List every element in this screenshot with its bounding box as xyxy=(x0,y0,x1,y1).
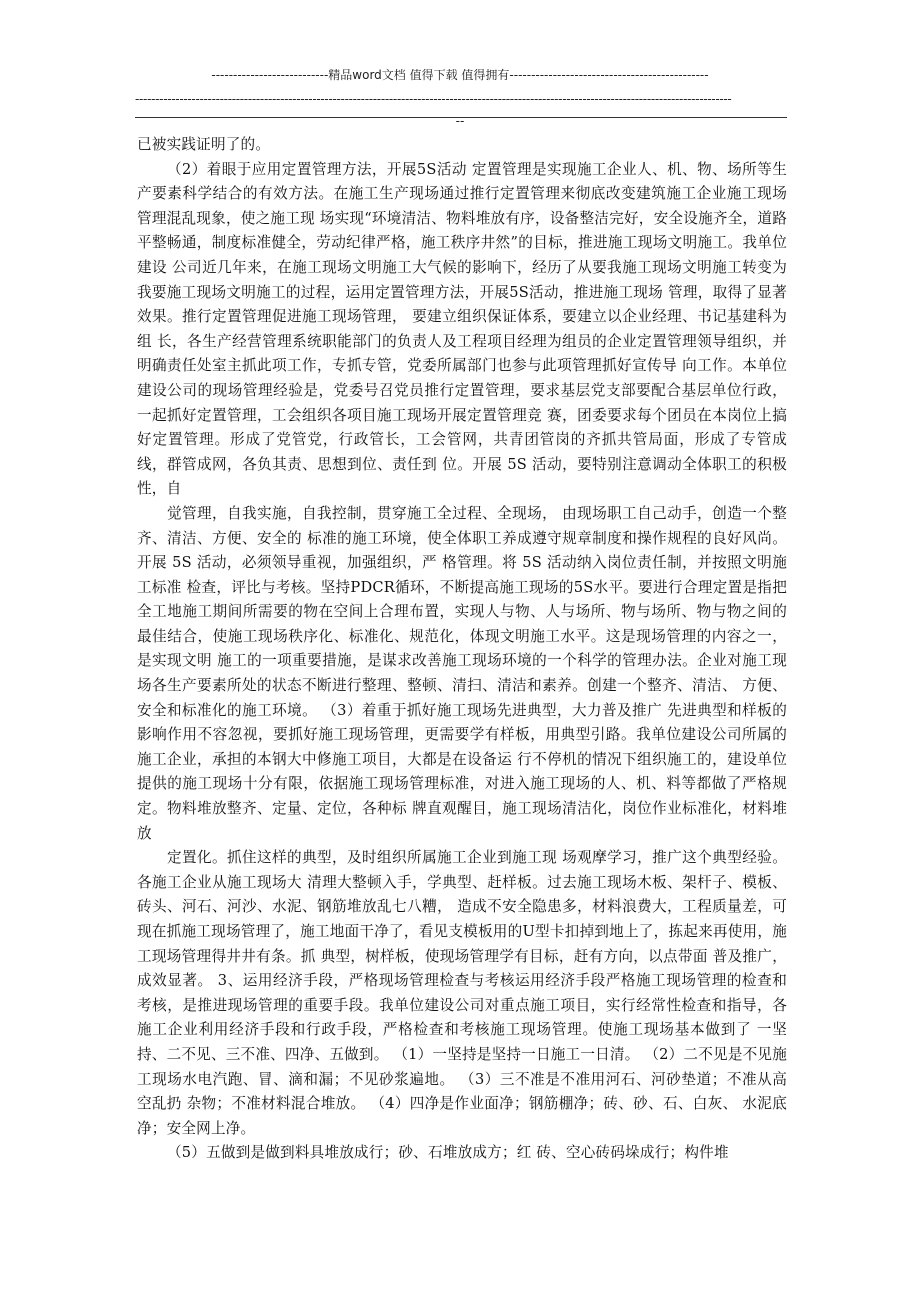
paragraph-typical-promotion: 定置化。抓住这样的典型，及时组织所属施工企业到施工现 场观摩学习，推广这个典型经验。各施工企业从施工现场大 清理大整顿入手，学典型、赶样板。过去施工现场木板、架杆子、模板、砖头、河石、河沙、水泥、钢筋堆放乱七八糟， 造成不安全隐患多，材料浪费大，工程质量差，可现在抓施工现场管理了，施工地面干净了，看见支模板用的U型卡扣掉到地上了，拣起来再使用，施工现场管理得井井有条。抓 典型，树样板，使现场管理学有目标，赶有方向，以点带面 普及推广，成效显著。 3、运用经济手段，严格现场管理检查与考核运用经济手段严格施工现场管理的检查和考核，是推进现场管理的重要手段。我单位建设公司对重点施工项目，实行经常性检查和指导，各施工企业利用经济手段和行政手段，严格检查和考核施工现场管理。使施工现场基本做到了 一坚持、二不见、三不准、四净、五做到。 （1）一坚持是坚持一日施工一日清。 （2）二不见是不见施工现场水电汽跑、冒、滴和漏；不见砂浆遍地。 （3）三不准是不准用河石、河砂垫道；不准从高空乱扔 杂物；不准材料混合堆放。 （4）四净是作业面净；钢筋棚净；砖、砂、石、白灰、 水泥底净；安全网上净。 xyxy=(137,849,787,1137)
document-body xyxy=(137,133,787,1166)
header-dash-tail: -- xyxy=(455,114,465,128)
paragraph-5s-activity: （2）着眼于应用定置管理方法，开展5S活动 定置管理是实现施工企业人、机、物、场所等生产要素科学结合的有效方法。在施工生产现场通过推行定置管理来彻底改变建筑施工企业施工现场管理混乱现象，使之施工现 场实现“环境清洁、物料堆放有序，设备整洁完好，安全设施齐全，道路平整畅通，制度标准健全，劳动纪律严格，施工秩序井然”的目标，推进施工现场文明施工。我单位建设 公司近几年来，在施工现场文明施工大气候的影响下，经历了从要我施工现场文明施工转变为我要施工现场文明施工的过程，运用定置管理方法，开展5S活动，推进施工现场 管理，取得了显著效果。推行定置管理促进施工现场管理， 要建立组织保证体系，要建立以企业经理、书记基建科为组 长，各生产经营管理系统职能部门的负责人及工程项目经理为组员的企业定置管理领导组织，并明确责任处室主抓此项工作，专抓专管，党委所属部门也参与此项管理抓好宣传导 向工作。本单位建设公司的现场管理经验是，党委号召党员推行定置管理，要求基层党支部要配合基层单位行政，一起抓好定置管理，工会组织各项目施工现场开展定置管理竞 赛，团委要求每个团员在本岗位上搞好定置管理。形成了党管党，行政管长，工会管网，共青团管岗的齐抓共管局面，形成了专管成线，群管成网，各负其责、思想到位、责任到 位。开展 5S 活动，要特别注意调动全体职工的积极性，自 xyxy=(137,160,787,498)
paragraph-self-management: 觉管理，自我实施，自我控制，贯穿施工全过程、全现场， 由现场职工自己动手，创造一个整齐、清洁、方便、安全的 标准的施工环境，使全体职工养成遵守规章制度和操作规程的良好风尚。开展 5S 活动，必须领导重视，加强组织，严 格管理。将 5S 活动纳入岗位责任制，并按照文明施工标准 检查，评比与考核。坚持PDCR循环，不断提高施工现场的5S水平。要进行合理定置是指把全工地施工期间所需要的物在空间上合理布置，实现人与物、人与场所、物与场所、物与物之间的最佳结合，使施工现场秩序化、标准化、规范化，体现文明施工水平。这是现场管理的内容之一，是实现文明 施工的一项重要措施，是谋求改善施工现场环境的一个科学的管理办法。企业对施工现场各生产要素所处的状态不断进行整理、整顿、清扫、清洁和素养。创建一个整齐、清洁、 方便、安全和标准化的施工环境。 （3）着重于抓好施工现场先进典型，大力普及推广 先进典型和样板的影响作用不容忽视，要抓好施工现场管理，更需要学有样板，用典型引路。我单位建设公司所属的施工企业，承担的本钢大中修施工项目，大都是在设备运 行不停机的情况下组织施工的，建设单位提供的施工现场十分有限，依据施工现场管理标准，对进入施工现场的人、机、料等都做了严格规定。物料堆放整齐、定量、定位，各种标 牌直观醒目，施工现场清洁化，岗位作业标准化，材料堆放 xyxy=(137,504,787,842)
paragraph-five-achievements: （5）五做到是做到料具堆放成行；砂、石堆放成方；红 砖、空心砖码垛成行；构件堆 xyxy=(167,1144,729,1162)
page-header xyxy=(135,64,785,132)
header-dash-line: ---------------------------------------------------------------------------------------------------------------------------------------------------- xyxy=(135,92,732,106)
header-divider xyxy=(135,117,787,118)
header-banner-line: ---------------------------精品word文档 值得下载 值得拥有---------------------------------------------- xyxy=(211,68,709,82)
paragraph-continuation: 已被实践证明了的。 xyxy=(137,136,271,153)
